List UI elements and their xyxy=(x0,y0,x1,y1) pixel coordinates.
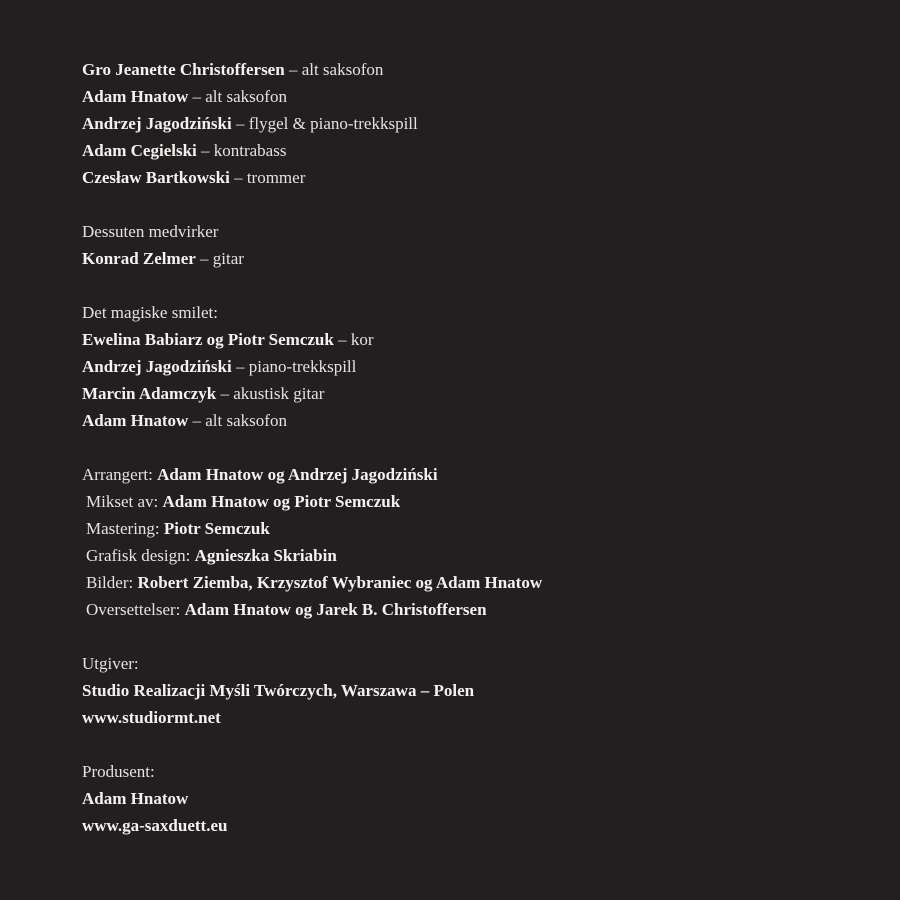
musician-line xyxy=(82,110,900,137)
performer-role: – kor xyxy=(333,330,374,349)
musician-name: Gro Jeanette Christoffersen xyxy=(82,60,285,79)
credit-label: Bilder: xyxy=(86,573,138,592)
credit-label: Arrangert: xyxy=(82,465,158,484)
credit-line xyxy=(82,515,900,542)
musician-line xyxy=(82,164,900,191)
credit-value: Agnieszka Skriabin xyxy=(194,546,337,565)
credit-value: Adam Hnatow og Andrzej Jagodziński xyxy=(157,465,438,484)
musician-name: Czesław Bartkowski xyxy=(82,168,230,187)
publisher-url: www.studiormt.net xyxy=(82,708,221,727)
guests-section xyxy=(82,218,900,272)
credit-line xyxy=(82,569,900,596)
musicians-section xyxy=(82,56,900,191)
credit-value: Piotr Semczuk xyxy=(163,519,270,538)
guest-name: Konrad Zelmer xyxy=(82,249,196,268)
guest-line xyxy=(82,245,900,272)
guests-heading: Dessuten medvirker xyxy=(82,222,219,241)
credits-section xyxy=(82,461,900,623)
producer-name: Adam Hnatow xyxy=(82,789,189,808)
musician-name: Adam Hnatow xyxy=(82,87,189,106)
section-spacer xyxy=(82,731,900,758)
section-spacer xyxy=(82,272,900,299)
musician-role: – kontrabass xyxy=(196,141,287,160)
credit-label: Mastering: xyxy=(86,519,164,538)
credit-value: Adam Hnatow og Piotr Semczuk xyxy=(162,492,401,511)
magic-smile-section xyxy=(82,299,900,434)
magic-smile-line xyxy=(82,326,900,353)
credit-label: Grafisk design: xyxy=(86,546,195,565)
musician-role: – alt saksofon xyxy=(188,87,287,106)
musician-name: Andrzej Jagodziński xyxy=(82,114,232,133)
guest-role: – gitar xyxy=(195,249,244,268)
musician-role: – flygel & piano-trekkspill xyxy=(231,114,418,133)
section-spacer xyxy=(82,623,900,650)
performer-role: – piano-trekkspill xyxy=(231,357,357,376)
producer-url: www.ga-saxduett.eu xyxy=(82,816,228,835)
magic-smile-line xyxy=(82,380,900,407)
performer-name: Andrzej Jagodziński xyxy=(82,357,232,376)
magic-smile-heading: Det magiske smilet: xyxy=(82,303,218,322)
musician-role: – alt saksofon xyxy=(284,60,384,79)
producer-heading: Produsent: xyxy=(82,762,155,781)
musician-line xyxy=(82,83,900,110)
musician-line xyxy=(82,56,900,83)
credit-label: Oversettelser: xyxy=(86,600,185,619)
musician-line xyxy=(82,137,900,164)
publisher-heading: Utgiver: xyxy=(82,654,139,673)
section-spacer xyxy=(82,434,900,461)
credit-line xyxy=(82,542,900,569)
credit-line xyxy=(82,596,900,623)
musician-name: Adam Cegielski xyxy=(82,141,197,160)
performer-role: – akustisk gitar xyxy=(216,384,325,403)
performer-name: Marcin Adamczyk xyxy=(82,384,217,403)
credit-value: Adam Hnatow og Jarek B. Christoffersen xyxy=(184,600,487,619)
credit-line xyxy=(82,488,900,515)
credit-value: Robert Ziemba, Krzysztof Wybraniec og Adam Hnatow xyxy=(137,573,543,592)
publisher-section xyxy=(82,650,900,731)
performer-role: – alt saksofon xyxy=(188,411,287,430)
publisher-name: Studio Realizacji Myśli Twórczych, Warszawa – Polen xyxy=(82,681,475,700)
credit-line xyxy=(82,461,900,488)
performer-name: Ewelina Babiarz og Piotr Semczuk xyxy=(82,330,334,349)
section-spacer xyxy=(82,191,900,218)
producer-section xyxy=(82,758,900,839)
performer-name: Adam Hnatow xyxy=(82,411,189,430)
magic-smile-line xyxy=(82,353,900,380)
magic-smile-line xyxy=(82,407,900,434)
credit-label: Mikset av: xyxy=(86,492,163,511)
musician-role: – trommer xyxy=(229,168,306,187)
